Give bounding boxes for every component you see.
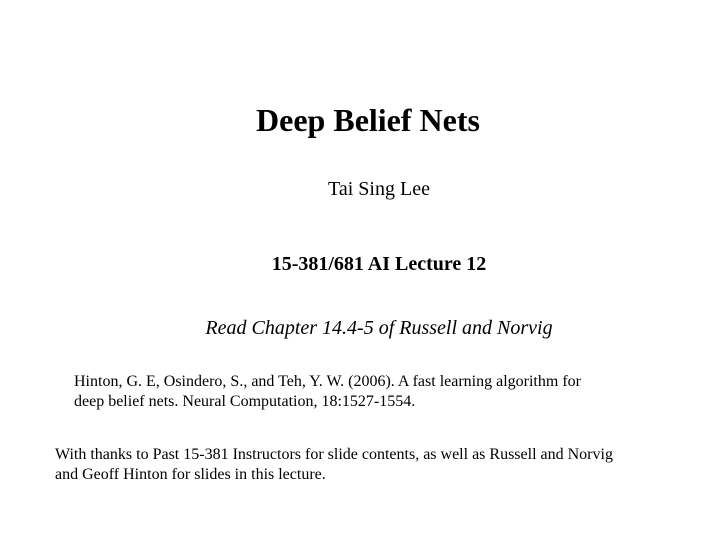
slide-title: Deep Belief Nets xyxy=(256,102,480,138)
reference-line: Hinton, G. E, Osindero, S., and Teh, Y. W. (2006). A fast learning algorithm for xyxy=(74,373,581,390)
reading-assignment: Read Chapter 14.4-5 of Russell and Norvig xyxy=(205,317,553,339)
acknowledgement xyxy=(55,445,705,485)
author-name: Tai Sing Lee xyxy=(328,178,430,200)
acknowledgement-line: With thanks to Past 15-381 Instructors for slide contents, as well as Russell and Norvig xyxy=(55,446,613,463)
reference-citation xyxy=(74,372,674,412)
reference-line: deep belief nets. Neural Computation, 18:1527-1554. xyxy=(74,393,416,410)
course-label: 15-381/681 AI Lecture 12 xyxy=(271,253,487,275)
acknowledgement-line: and Geoff Hinton for slides in this lecture. xyxy=(55,466,326,483)
